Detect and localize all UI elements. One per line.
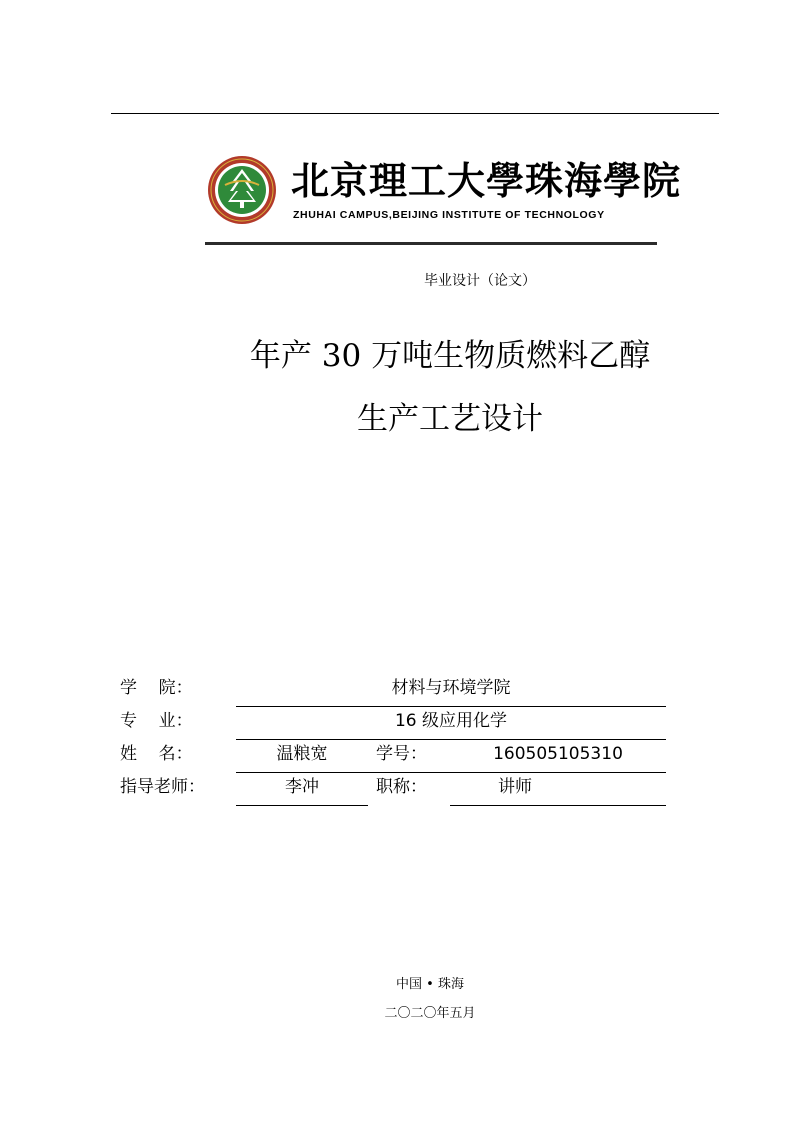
college-value: 材料与环境学院	[391, 678, 511, 698]
advisor-label: 指导老师：	[120, 777, 205, 797]
thesis-type: 毕业设计（论文）	[424, 273, 536, 289]
university-name-cn: 北京理工大學珠海學院	[291, 158, 682, 203]
major-label: 专 业：	[120, 711, 193, 731]
college-underline	[236, 706, 666, 707]
university-emblem-icon	[207, 155, 277, 225]
university-name-en: ZHUHAI CAMPUS,BEIJING INSTITUTE OF TECHNOLOGY	[293, 209, 605, 221]
footer-date: 二〇二〇年五月	[384, 1006, 476, 1021]
footer-place: 中国 • 珠海	[396, 977, 464, 992]
title-value: 讲师	[498, 777, 532, 797]
logo-divider	[205, 242, 657, 245]
title-underline	[450, 805, 666, 806]
title-label: 职称：	[376, 777, 427, 797]
major-underline	[236, 739, 666, 740]
name-underline	[236, 772, 666, 773]
name-label: 姓 名：	[120, 744, 193, 764]
header-rule	[111, 113, 719, 114]
university-logo	[205, 152, 682, 248]
student-id-label: 学号：	[376, 744, 427, 764]
advisor-value: 李冲	[285, 777, 319, 797]
name-value: 温粮宽	[276, 744, 328, 764]
major-value: 16 级应用化学	[394, 711, 508, 731]
thesis-title-line-1: 年产 30 万吨生物质燃料乙醇	[249, 338, 651, 374]
student-id-value: 160505105310	[493, 744, 623, 764]
college-label: 学 院：	[120, 678, 193, 698]
advisor-underline	[236, 805, 368, 806]
thesis-title-line-2: 生产工艺设计	[357, 401, 543, 437]
